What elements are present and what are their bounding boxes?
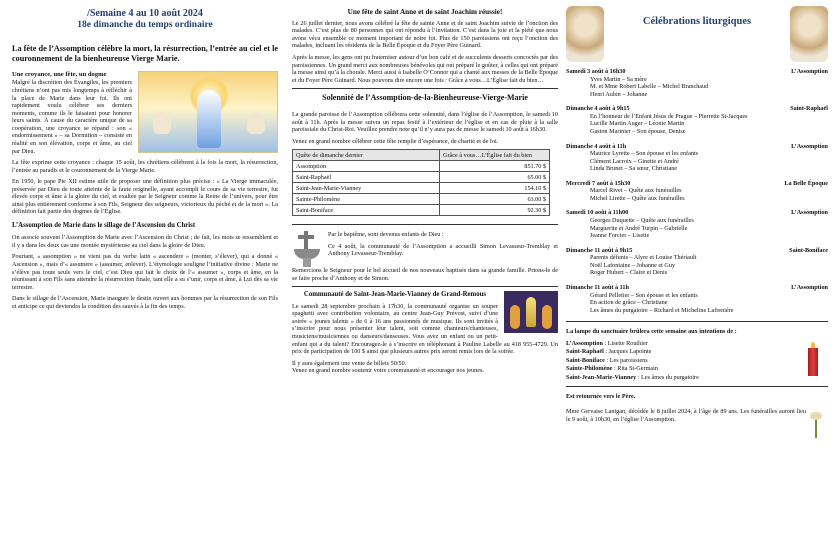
para-fraterniser: Après la messe, les gens ont pu fraterniser autour d’un bon café et de succulents desserts concoctés par des paroissiennes. Un grand merci aux nombreuses bénévoles qui ont préparé le goûter, à celles qui ont préparé la messe ainsi qu’à la chorale. Merci aussi à Isabelle O’Connor qui a chanté aux messes de la Belle Époque et du Foyer Père Guinard. Nous pouvons dire encore une fois : Grâce à vous…L’Église fait du bien… xyxy=(292,54,558,84)
mass-entry xyxy=(566,284,828,314)
divider-4 xyxy=(566,321,828,322)
para-souper: Le samedi 28 septembre prochain à 17h30, la communauté organise un souper spaghetti avec contribution volontaire, au centre Jean-Guy Prévost, suivi d’une soirée « jeunes talents » de 6 à 16 ans passionnés de musique. Ils sont invités à s’inscrire pour nous présenter leur talent, soit comme chanteurs/chanteuses, musiciens/musiciennes ou danseurs/danseuses. Vous avez un enfant ou un petit-enfant qui a du talent? Encouragez-le à s’inscrire en téléphonant à Pauline Labelle au 418 955-4729. Un prix de participation de 100 $ ainsi que plusieurs autres prix seront remis lors de la soirée. xyxy=(292,302,558,356)
lampe-item xyxy=(566,348,828,356)
candle-icon xyxy=(808,348,818,376)
para-venez: Venez en grand nombre célébrer cette fête remplie d’espérance, de charité et de foi. xyxy=(292,137,499,145)
mass-intention: Michel Lirette – Quête aux funérailles xyxy=(590,194,685,202)
para-associe: On associe souvent l’Assomption de Marie avec l’Ascension du Christ ; de fait, les mots se ressemblent et il y a dans les deux cas une montée mystérieuse au ciel dans la gloire de Dieu. xyxy=(12,234,278,249)
para-discretion: Malgré la discrétion des Évangiles, les premiers chrétiens n’ont pas mis longtemps à réfléchir à la place de Marie dans leur foi. Ils ont rapidement voulu célébrer ses derniers moments, comme ils le faisaient pour honorer leurs saints. À cause du caractère unique de sa coopération, une croyance se répand : son « endormissement » – sa Dormition – consiste en réalité en son élévation, corps et âme, au ciel par Dieu. xyxy=(12,79,132,155)
para-sillage: Dans le sillage de l’Ascension, Marie inaugure le destin ouvert aux hommes par la résurrection de son Fils et anticipe ce qui deviendra la condition des sauvés à la fin des temps. xyxy=(12,295,278,310)
amount-cell: 65.00 $ xyxy=(440,172,550,183)
microphone-image xyxy=(504,291,558,333)
assumption-painting xyxy=(138,71,278,153)
amount-cell: 92.30 $ xyxy=(440,205,550,216)
lampe-parish: L’Assomption xyxy=(566,339,603,347)
lampe-intention: : Les âmes du purgatoire xyxy=(636,374,699,381)
lampe-title: La lampe du sanctuaire brûlera cette semaine aux intentions de : xyxy=(566,328,737,336)
mass-intention: Clément Lacroix – Ginette et André xyxy=(590,157,679,165)
baptism-prayer: Remercions le Seigneur pour le bel accueil de nos nouveaux baptisés dans sa grande famille. Prions-le de se faire proche d’Anthony et de Simon. xyxy=(292,267,558,282)
lily-icon xyxy=(810,412,822,438)
amount-cell: 851.70 $ xyxy=(440,161,550,172)
solennite-title: Solennité de l’Assomption-de-la-Bienheureuse-Vierge-Marie xyxy=(322,93,528,103)
lampe-block xyxy=(566,340,828,382)
sainte-anne-title: Une fête de saint Anne et de saint Joachim réussie! xyxy=(347,8,503,16)
week-title: /Semaine 4 au 10 août 2024 xyxy=(87,8,203,19)
para-pie-xii: En 1950, le pape Pie XII estime utile de proposer une définition plus précise : « La Vierge immaculée, préservée par Dieu de toute atteinte de la faute originelle, ayant accompli le cours de sa vie terrestre, fut élevée corps et âme à la gloire du ciel, et exaltée par le Seigneur comme la Reine de l’univers, pour être ainsi plus entièrement conforme à son Fils, Seigneur des seigneurs, victorieux du péché et de la mort ». La définition fait partie des dogmes de l’Église. xyxy=(12,178,278,216)
mass-intention: Marcel Rivet – Quête aux funérailles xyxy=(590,187,682,195)
parish-cell: Saint-Jean-Marie-Vianney xyxy=(293,183,440,194)
mass-place: L’Assomption xyxy=(791,209,828,217)
mass-intention: Parents défunts – Alyre et Louise Thériault xyxy=(590,254,697,262)
mass-intention: En action de grâce – Christiane xyxy=(590,299,668,307)
column-assomption xyxy=(12,0,278,540)
celebrations-title: Célébrations liturgiques xyxy=(642,16,752,27)
baptism-intro: Par le baptême, sont devenus enfants de Dieu : xyxy=(328,231,444,239)
mass-intention: Roger Hubert – Claire et Denis xyxy=(590,269,668,277)
virgin-figure xyxy=(197,90,221,148)
mass-intention: Gaston Marinier – Son épouse, Denise xyxy=(590,127,686,135)
mass-when: Dimanche 4 août à 9h15 xyxy=(566,105,630,113)
para-etymologie: Pourtant, « assomption » ne vient pas du verbe latin « ascendere » (monter, s’élever), qui a donné « Ascension », mais d’« assumere » (assumer, enlever). L’étymologie souligne l’initiative divine : Marie ne s’élève pas toute seule vers le ciel, c’est Dieu qui fait le choix de l’« assumer », corps et âme, en la réunissant à son Fils sans attendre la résurrection finale, tant elle a su s’unir, corps et âme, à Lui dès sa vie terrestre. xyxy=(12,253,278,291)
mass-heading xyxy=(566,143,828,151)
table-row xyxy=(293,172,550,183)
mass-intention: Les âmes du purgatoire – Richard et Micheline Lafrenière xyxy=(590,306,734,314)
table-header-cell: Grâce à vous…L’Église fait du bien xyxy=(440,150,550,161)
para-solennite: La grande paroisse de l’Assomption célébrera cette solennité, dans l’église de l’Assomption, le samedi 10 août à 11h. Après la messe suivra un repas festif à l’extérieur de l’église et en cas de pluie à la salle paroissiale du Christ-Roi. Veuillez prendre note qu’il n’y aura pas de messe le samedi 10 août à 16h30. xyxy=(292,111,558,134)
table-header-cell: Quête de dimanche dernier xyxy=(293,150,440,161)
mass-heading xyxy=(566,284,828,292)
mass-place: L’Assomption xyxy=(791,283,828,291)
parish-cell: Sainte-Philomène xyxy=(293,194,440,205)
para-soutenir: Venez en grand nombre soutenir votre communauté et encourager nos jeunes. xyxy=(292,367,484,375)
sunday-title: 18e dimanche du temps ordinaire xyxy=(77,20,213,31)
mass-intention: Henri Aubin – Johanne xyxy=(590,90,648,98)
mass-intention: Jeanne Forcier – Lisette xyxy=(590,232,650,240)
lampe-parish: Saint-Boniface xyxy=(566,356,605,364)
celebrations-header xyxy=(566,6,828,68)
mass-intention: Linda Brunet – Sa sœur, Christiane xyxy=(590,165,678,173)
angel-left xyxy=(153,112,171,134)
deces-block xyxy=(566,408,828,423)
divider-5 xyxy=(566,386,828,387)
amount-cell: 63.00 $ xyxy=(440,194,550,205)
lampe-intention: : Rita St-Germain xyxy=(612,365,658,373)
divider-2 xyxy=(292,224,558,225)
mass-intention: M. et Mme Robert Labelle – Michel Branchaud xyxy=(590,83,709,91)
mass-intention: En l’honneur de l’Enfant Jésus de Prague – Pierrette St-Jacques xyxy=(590,112,748,120)
table-row xyxy=(293,194,550,205)
para-billets: Il y aura également une vente de billets 50/50. xyxy=(292,359,407,367)
deces-text: Mme Gervaise Lanigan, décédée le 8 juillet 2024, à l’âge de 89 ans. Les funérailles auront lieu le 9 août, à 10h30, en l’église l’Assomption. xyxy=(566,408,806,423)
collection-table xyxy=(292,149,550,216)
lampe-parish: Saint-Jean-Marie-Vianney xyxy=(566,374,637,381)
divider-1 xyxy=(292,88,558,89)
mass-intention: Marguerite et André Turpin – Gabrielle xyxy=(590,224,688,232)
baptism-block xyxy=(292,231,558,267)
divider-3 xyxy=(292,286,558,287)
mass-intention: Lucille Martin Auger – Léonie Martin xyxy=(590,120,685,128)
retour-title: Est retournée vers le Père. xyxy=(566,392,636,400)
mass-when: Dimanche 11 août à 11h xyxy=(566,283,629,291)
baptismal-font-icon xyxy=(292,231,322,267)
mass-when: Mercredi 7 août à 15h30 xyxy=(566,179,631,187)
croyance-subtitle: Une croyance, une fête, un dogme xyxy=(12,71,107,79)
lampe-item xyxy=(566,357,828,365)
mass-place: Saint-Boniface xyxy=(789,246,828,254)
vianney-title: Communauté de Saint-Jean-Marie-Vianney de Grand-Remous xyxy=(303,291,487,299)
lampe-intention: : Lisette Routhier xyxy=(602,339,648,347)
mass-heading xyxy=(566,105,828,113)
parish-cell: Saint-Boniface xyxy=(293,205,440,216)
lampe-item xyxy=(566,374,828,382)
table-header-row xyxy=(293,150,550,161)
mass-intention: Gérard Pelletier – Son épouse et les enfants xyxy=(590,291,698,299)
mass-when: Samedi 10 août à 11h00 xyxy=(566,209,629,217)
lampe-intention: : Jacques Lapointe xyxy=(603,348,652,356)
mass-intention: Georges Duquette – Quête aux funérailles xyxy=(590,217,694,224)
mass-place: Saint-Raphaël xyxy=(790,105,828,113)
bulletin-header xyxy=(12,8,278,32)
mass-intention: Yves Martin – Sa mère xyxy=(590,75,647,83)
praying-angel-icon xyxy=(566,6,604,62)
mass-heading xyxy=(566,209,828,217)
angel-right xyxy=(247,112,265,134)
lampe-item xyxy=(566,340,828,348)
table-row xyxy=(293,183,550,194)
para-fete: La fête exprime cette croyance : chaque 15 août, les chrétiens célèbrent à la fois la mort, la résurrection, l’entrée au paradis et le couronnement de la Vierge Marie. xyxy=(12,159,278,174)
mass-list xyxy=(566,68,828,314)
lampe-item xyxy=(566,365,828,373)
mass-place: La Belle Époque xyxy=(784,179,828,187)
para-sainte-anne: Le 26 juillet dernier, nous avons célébré la fête de sainte Anne et de saint Joachim suivie de l’onction des malades. C’est plus de 80 personnes qui ont répondu à l’invitation. C’est dans la joie et la piété que nous avons vécu ensemble ce moment important de notre foi. Plus de 150 paroissiens ont reçu l’onction des malades, incluant les résidents de la Belle Époque et du Foyer Père Guinard. xyxy=(292,19,558,50)
column-celebrations xyxy=(566,0,828,540)
lampe-list xyxy=(566,340,828,382)
lampe-intention: : Les paroissiens xyxy=(604,356,648,364)
mass-place: L’Assomption xyxy=(791,142,828,150)
mass-entry xyxy=(566,180,828,203)
baptism-names: Ce 4 août, la communauté de l’Assomption a accueilli Simon Levasseur-Tremblay et Anthony Levasseur-Tremblay. xyxy=(328,242,558,258)
mass-heading xyxy=(566,180,828,188)
mass-entry xyxy=(566,143,828,173)
mass-entry xyxy=(566,105,828,135)
mass-entry xyxy=(566,247,828,277)
mass-heading xyxy=(566,68,828,76)
mass-intention: Maurice Lyrette – Son épouse et les enfants xyxy=(590,150,699,158)
assomption-lead: La fête de l’Assomption célèbre la mort, la résurrection, l’entrée au ciel et le couronnement de la bienheureuse Vierge Marie. xyxy=(12,43,278,63)
amount-cell: 154.10 $ xyxy=(440,183,550,194)
ascension-heading: L’Assomption de Marie dans le sillage de l’Ascension du Christ xyxy=(12,222,196,230)
lampe-parish: Saint-Raphaël xyxy=(566,348,604,356)
lampe-parish: Sainte-Philomène xyxy=(566,365,613,373)
praying-angel-icon xyxy=(790,6,828,62)
mass-when: Dimanche 11 août à 9h15 xyxy=(566,246,633,254)
mass-place: L’Assomption xyxy=(791,68,828,75)
mass-heading xyxy=(566,247,828,255)
mass-entry xyxy=(566,68,828,98)
mass-intention: Noël Lafontaine – Johanne et Guy xyxy=(590,261,676,269)
mass-entry xyxy=(566,209,828,239)
table-row xyxy=(293,161,550,172)
column-news xyxy=(292,0,558,540)
parish-cell: Assomption xyxy=(293,161,440,172)
mass-when: Samedi 3 août à 16h30 xyxy=(566,68,626,75)
mass-when: Dimanche 4 août à 11h xyxy=(566,142,627,150)
table-row xyxy=(293,205,550,216)
parish-cell: Saint-Raphaël xyxy=(293,172,440,183)
